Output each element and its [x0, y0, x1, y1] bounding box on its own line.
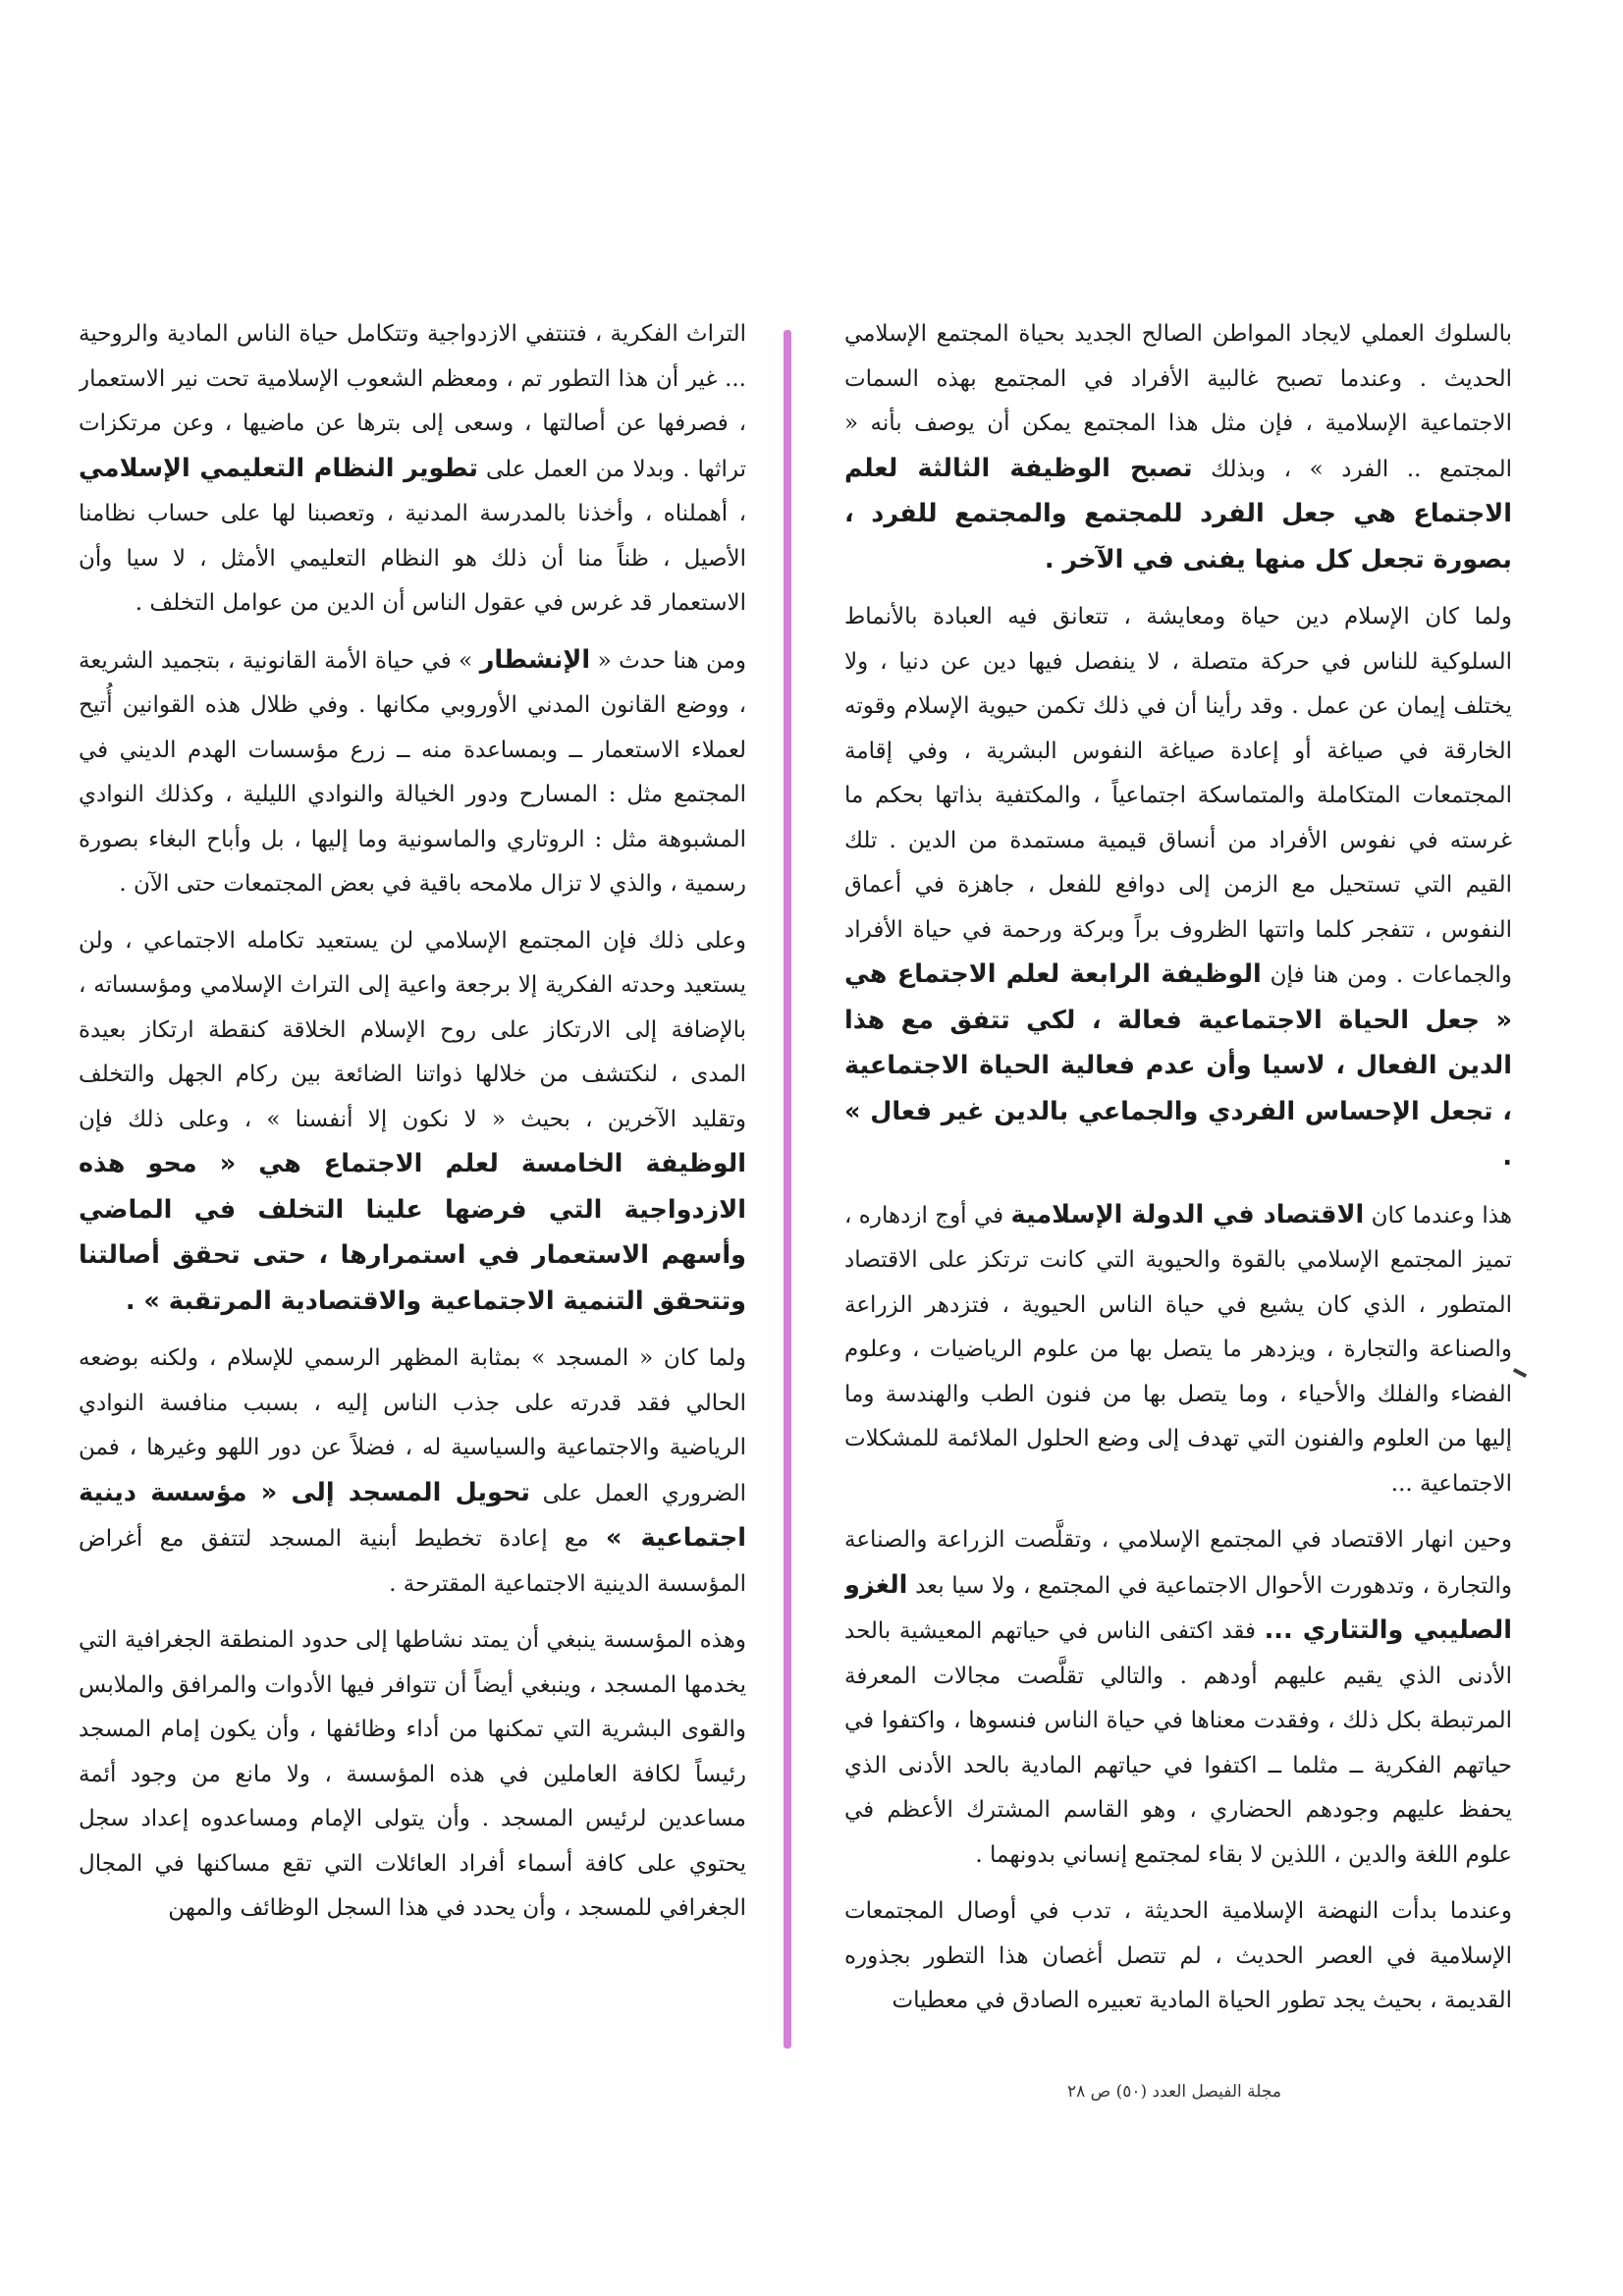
paragraph-text: وحين انهار الاقتصاد في المجتمع الإسلامي ، وتقلَّصت الزراعة والصناعة والتجارة ، وتدهورت الأحوال الاجتماعية في المجتمع ، ولا سيا بعد [844, 1527, 1512, 1599]
paragraph-emphasis: تصبح الوظيفة الثالثة لعلم الاجتماع هي جعل الفرد للمجتمع والمجتمع للفرد ، بصورة تجعل كل منها يفنى في الآخر . [844, 453, 1512, 574]
paragraph-text: هذا وعندما كان [1364, 1202, 1512, 1229]
paragraph-text: وعندما بدأت النهضة الإسلامية الحديثة ، تدب في أوصال المجتمعات الإسلامية في العصر الحديث ، لم تتصل أغصان هذا التطور بجذوره القديمة ، بحيث يجد تطور الحياة المادية تعبيره الصادق في معطيات [844, 1898, 1512, 2013]
paragraph-emphasis: الوظيفة الخامسة لعلم الاجتماع هي « محو هذه الازدواجية التي فرضها علينا التخلف في الماضي وأسهم الاستعمار في استمرارها ، حتى تحقق أصالتنا وتتحقق التنمية الاجتماعية والاقتصادية المرتقبة » . [79, 1149, 746, 1316]
paragraph-text-continued: في أوج ازدهاره ، تميز المجتمع الإسلامي بالقوة والحيوية التي كانت ترتكز على الاقتصاد المتطور ، الذي كان يشيع في حياة الناس الحيوية ، فتزدهر الزراعة والصناعة والتجارة ، ويزدهر ما يتصل بها من علوم الرياضيات ، وعلوم الفضاء والفلك والأحياء ، وما يتصل بها من فنون الطب والهندسة وما إليها من العلوم والفنون التي تهدف إلى وضع الحلول الملائمة للمشكلات الاجتماعية ... [844, 1202, 1512, 1497]
paragraph [844, 1193, 1512, 1507]
paragraph-emphasis: الغزو الصليبي والتتاري ... [844, 1569, 1512, 1645]
paragraph-text: وهذه المؤسسة ينبغي أن يمتد نشاطها إلى حدود المنطقة الجغرافية التي يخدمها المسجد ، وينبغي أيضاً أن تتوافر فيها الأدوات والمرافق والملابس والقوى البشرية التي تمكنها من أداء وظائفها ، وأن يكون إمام المسجد رئيساً لكافة العاملين في هذه المؤسسة ، ولا مانع من وجود أئمة مساعدين لرئيس المسجد . وأن يتولى الإمام ومساعدوه إعداد سجل يحتوي على كافة أسماء أفراد العائلات التي تقع مساكنها في المجال الجغرافي للمسجد ، وأن يحدد في هذا السجل الوظائف والمهن [79, 1627, 746, 1921]
paragraph [844, 312, 1512, 583]
paragraph-text: وعلى ذلك فإن المجتمع الإسلامي لن يستعيد تكامله الاجتماعي ، ولن يستعيد وحدته الفكرية إلا برجعة واعية إلى التراث الإسلامي ومؤسساته ، بالإضافة إلى الارتكاز على روح الإسلام الخلاقة كنقطة ارتكاز بعيدة المدى ، لنكتشف من خلالها ذواتنا الضائعة بين ركام الجهل والتخلف وتقليد الآخرين ، بحيث « لا نكون إلا أنفسنا » ، وعلى ذلك فإن [79, 927, 746, 1132]
article-column-left [79, 312, 746, 2070]
paragraph [79, 1337, 746, 1607]
paragraph [844, 1889, 1512, 2024]
paragraph-emphasis: الاقتصاد في الدولة الإسلامية [1010, 1199, 1365, 1230]
paragraph-text-continued: ، أهملناه ، وأخذنا بالمدرسة المدنية ، وتعصبنا لها على حساب نظامنا الأصيل ، ظناً منا أن ذلك هو النظام التعليمي الأمثل ، لا سيا وأن الاستعمار قد غرس في عقول الناس أن الدين من عوامل التخلف . [79, 501, 746, 616]
paragraph [844, 595, 1512, 1181]
paragraph [79, 312, 746, 627]
paragraph [79, 919, 746, 1326]
paragraph-text: التراث الفكرية ، فتنتفي الازدواجية وتتكامل حياة الناس المادية والروحية ... غير أن هذا التطور تم ، ومعظم الشعوب الإسلامية تحت نير الاستعمار ، فصرفها عن أصالتها ، وسعى إلى بترها عن ماضيها ، وعن مرتكزات تراثها . وبدلا من العمل على [79, 321, 746, 482]
paragraph [844, 1518, 1512, 1878]
paragraph [79, 638, 746, 907]
scan-mark [1513, 1368, 1527, 1378]
paragraph-emphasis: الإنشطار [479, 644, 591, 675]
paragraph-text-continued: » في حياة الأمة القانونية ، بتجميد الشريعة ، ووضع القانون المدني الأوروبي مكانها . وفي ظلال هذه القوانين أُتيح لعملاء الاستعمار ــ وبمساعدة منه ــ زرع مؤسسات الهدم الديني في المجتمع مثل : المسارح ودور الخيالة والنوادي الليلية ، وكذلك النوادي المشبوهة مثل : الروتاري والماسونية وما إليها ، بل وأباح البغاء بصورة رسمية ، والذي لا تزال ملامحه باقية في بعض المجتمعات حتى الآن . [79, 647, 746, 897]
paragraph-text: ولما كان « المسجد » بمثابة المظهر الرسمي للإسلام ، ولكنه بوضعه الحالي فقد قدرته على جذب الناس إليه ، بسبب منافسة النوادي الرياضية والاجتماعية والسياسية له ، فضلاً عن دور اللهو وغيرها ، فمن الضروري العمل على [79, 1345, 746, 1506]
paragraph-text-continued: مع إعادة تخطيط أبنية المسجد لتتفق مع أغراض المؤسسة الدينية الاجتماعية المقترحة . [79, 1526, 746, 1597]
paragraph-text: ومن هنا حدث « [590, 647, 746, 674]
paragraph-text: بالسلوك العملي لايجاد المواطن الصالح الجديد بحياة المجتمع الإسلامي الحديث . وعندما تصبح غالبية الأفراد في المجتمع بهذه السمات الاجتماعية الإسلامية ، فإن مثل هذا المجتمع يمكن أن يوصف بأنه « المجتمع .. الفرد » ، وبذلك [844, 321, 1512, 482]
paragraph-text-continued: فقد اكتفى الناس في حياتهم المعيشية بالحد الأدنى الذي يقيم عليهم أودهم . والتالي تقلَّصت مجالات المعرفة المرتبطة بكل ذلك ، وفقدت معناها في حياة الناس فنسوها ، واكتفوا في حياتهم الفكرية ــ مثلما ــ اكتفوا في حياتهم المادية بالحد الأدنى الذي يحفظ عليهم وجودهم الحضاري ، وهو القاسم المشترك الأعظم في علوم اللغة والدين ، اللذين لا بقاء لمجتمع إنساني بدونهما . [844, 1618, 1512, 1868]
column-divider [784, 330, 791, 2049]
paragraph-emphasis: تحويل المسجد إلى « مؤسسة دينية اجتماعية » [79, 1477, 746, 1553]
page-footer: مجلة الفيصل العدد (٥٠) ص ٢٨ [1066, 2082, 1281, 2102]
paragraph [79, 1618, 746, 1932]
article-column-right [844, 312, 1512, 2070]
paragraph-text: ولما كان الإسلام دين حياة ومعايشة ، تتعانق فيه العبادة بالأنماط السلوكية للناس في حركة متصلة ، لا ينفصل فيها دين عن دنيا ، ولا يختلف إيمان عن عمل . وقد رأينا أن في ذلك تكمن حيوية الإسلام وقوته الخارقة في صياغة أو إعادة صياغة النفوس البشرية ، وفي إقامة المجتمعات المتكاملة والمتماسكة اجتماعياً ، والمكتفية بذاتها بحكم ما غرسته في نفوس الأفراد من أنساق قيمية مستمدة من الدين . تلك القيم التي تستحيل مع الزمن إلى دوافع للفعل ، جاهزة في أعماق النفوس ، تتفجر كلما واتتها الظروف براً وبركة ورحمة في حياة الأفراد والجماعات . ومن هنا فإن [844, 604, 1512, 988]
paragraph-emphasis: الوظيفة الرابعة لعلم الاجتماع هي « جعل الحياة الاجتماعية فعالة ، لكي تتفق مع هذا الدين الفعال ، لاسيا وأن عدم فعالية الحياة الاجتماعية ، تجعل الإحساس الفردي والجماعي بالدين غير فعال » . [844, 959, 1512, 1172]
paragraph-emphasis: تطوير النظام التعليمي الإسلامي [79, 453, 478, 483]
